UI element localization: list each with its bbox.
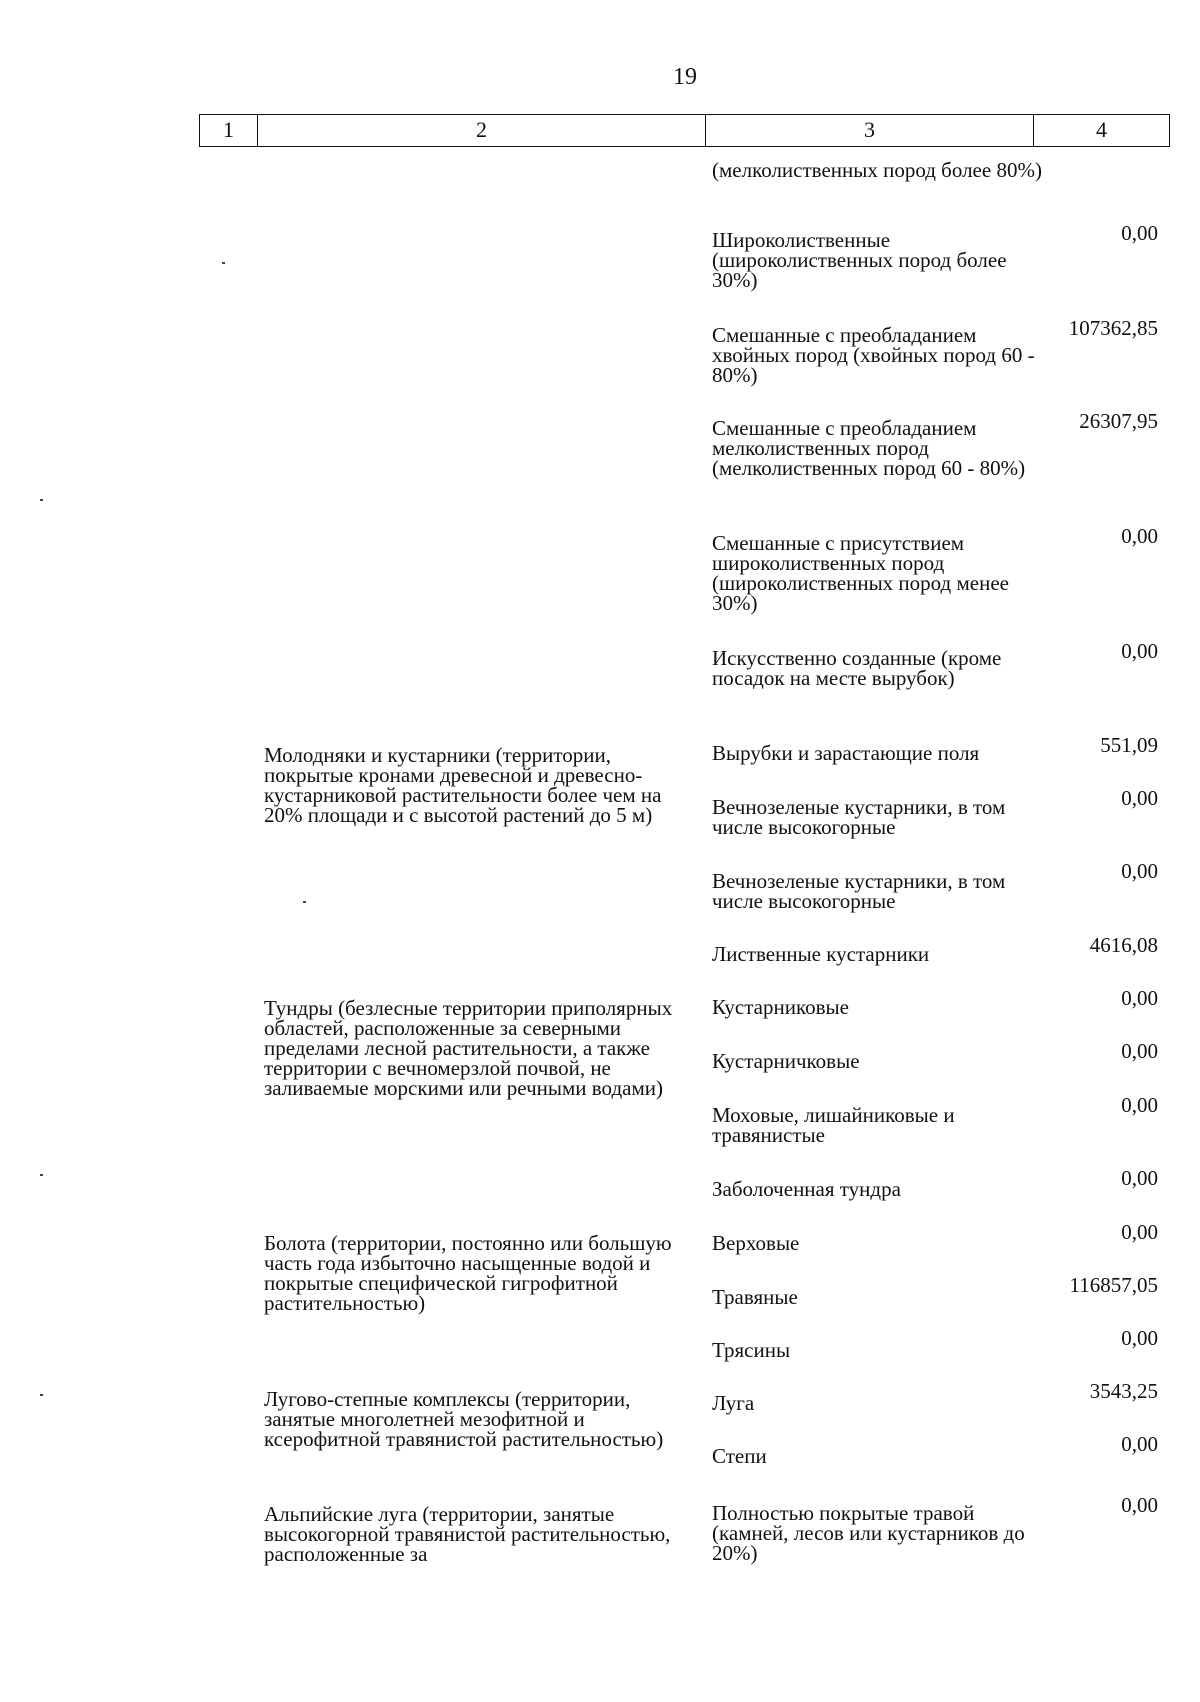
row-label: Кустарниковые (712, 995, 849, 1019)
row-label: Вечнозеленые кустарники, в том числе высокогорные (712, 869, 1006, 913)
row-value: 0,00 (1121, 986, 1158, 1010)
table-header-row (199, 114, 1170, 147)
row-value: 0,00 (1121, 221, 1158, 245)
row-label: Луга (712, 1391, 755, 1415)
row-label: Лиственные кустарники (712, 942, 930, 966)
row-label: Вырубки и зарастающие поля (712, 741, 980, 765)
row-label: Полностью покрытые травой (камней, лесов или кустарников до 20%) (712, 1501, 1025, 1565)
row-label: Смешанные с присутствием широколиственных пород (широколиственных пород менее 30%) (712, 531, 1009, 615)
row-value: 0,00 (1121, 786, 1158, 810)
column-header-3: 3 (706, 115, 1034, 146)
row-value: 0,00 (1121, 1039, 1158, 1063)
column-header-2: 2 (258, 115, 706, 146)
group-meadow-steppe: Лугово-степные комплексы (территории, занятые многолетней мезофитной и ксерофитной травянистой растительностью) (264, 1387, 664, 1451)
row-label: Верховые (712, 1231, 800, 1255)
row-value: 4616,08 (1089, 933, 1158, 957)
scan-speck (303, 901, 306, 903)
scan-speck (40, 1174, 43, 1176)
row-value: 0,00 (1121, 1093, 1158, 1117)
row-value: 0,00 (1121, 1220, 1158, 1244)
row-label: Трясины (712, 1338, 791, 1362)
row-label: Смешанные с преобладанием мелколиственных пород (мелколиственных пород 60 - 80%) (712, 416, 1026, 480)
column-header-4: 4 (1096, 117, 1107, 142)
row-value: 0,00 (1121, 1493, 1158, 1517)
row-value: 0,00 (1121, 1432, 1158, 1456)
row-value: 3543,25 (1089, 1379, 1158, 1403)
row-label: Степи (712, 1444, 767, 1468)
row-value: 107362,85 (1068, 316, 1158, 340)
row-label: (мелколиственных пород более 80%) (712, 158, 1042, 182)
row-value: 26307,95 (1079, 409, 1158, 433)
group-alpine-meadows: Альпийские луга (территории, занятые высокогорной травянистой растительностью, расположенные за (264, 1502, 671, 1566)
group-young-forest-shrubs: Молодняки и кустарники (территории, покрытые кронами древесной и древесно-кустарниковой растительности более чем на 20% площади и с высотой растений до 5 м) (264, 743, 662, 827)
row-value: 551,09 (1100, 733, 1158, 757)
scan-speck (40, 499, 43, 501)
row-label: Кустарничковые (712, 1049, 860, 1073)
row-label: Травяные (712, 1285, 798, 1309)
group-bogs: Болота (территории, постоянно или большую часть года избыточно насыщенные водой и покрытые специфической гигрофитной растительностью) (264, 1231, 672, 1315)
scan-speck (40, 1394, 43, 1396)
page-number: 19 (673, 64, 697, 90)
row-value: 0,00 (1121, 639, 1158, 663)
row-label: Вечнозеленые кустарники, в том числе высокогорные (712, 795, 1006, 839)
row-value: 0,00 (1121, 524, 1158, 548)
row-value: 0,00 (1121, 859, 1158, 883)
row-label: Смешанные с преобладанием хвойных пород (хвойных пород 60 - 80%) (712, 323, 1035, 387)
row-value: 116857,05 (1069, 1273, 1158, 1297)
row-label: Заболоченная тундра (712, 1177, 901, 1201)
row-label: Моховые, лишайниковые и травянистые (712, 1103, 955, 1147)
row-value: 0,00 (1121, 1326, 1158, 1350)
row-label: Широколиственные (широколиственных пород более 30%) (712, 228, 1007, 292)
column-header-1: 1 (200, 115, 258, 146)
row-label: Искусственно созданные (кроме посадок на месте вырубок) (712, 646, 1002, 690)
group-tundra: Тундры (безлесные территории приполярных областей, расположенные за северными пределами лесной растительности, а также территории с вечномерзлой почвой, не заливаемые морскими или речными водами) (264, 996, 673, 1100)
row-value: 0,00 (1121, 1166, 1158, 1190)
scan-speck (222, 262, 225, 264)
